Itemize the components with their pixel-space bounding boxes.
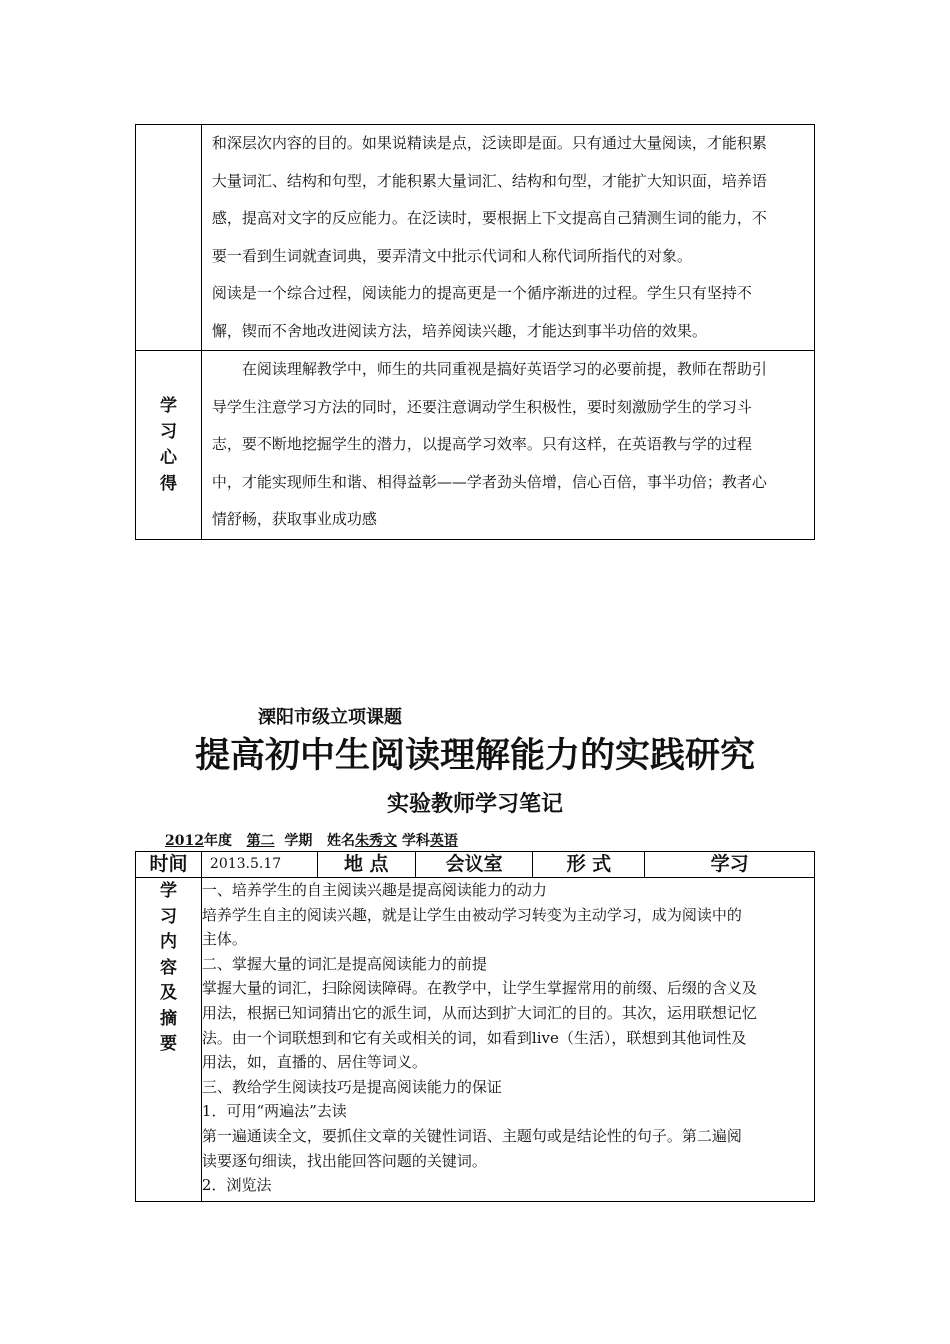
name-value: 朱秀文 [354, 833, 397, 849]
top-label-cell [136, 125, 202, 351]
summary-line: 第一遍通读全文，要抓住文章的关键性词语、主题句或是结论性的句子。第二遍阅 [201, 1126, 742, 1145]
content-summary [201, 878, 814, 1202]
year-label: 年度 [203, 833, 232, 849]
reflection-label: 学 习 心 得 [136, 351, 202, 540]
form-value: 学习 [645, 852, 815, 878]
year-value: 2012 [165, 833, 204, 849]
content-line: 阅读是一个综合过程，阅读能力的提高更是一个循序渐进的过程。学生只有坚持不 [211, 284, 752, 302]
info-line [165, 830, 458, 850]
subtitle: 实验教师学习笔记 [386, 792, 563, 817]
summary-line: 培养学生自主的阅读兴趣，就是让学生由被动学习转变为主动学习，成为阅读中的 [201, 905, 742, 924]
place-label: 地 点 [317, 852, 415, 878]
subject-value: 英语 [429, 833, 458, 849]
content-line: 感，提高对文字的反应能力。在泛读时，要根据上下文提高自己猜测生词的能力，不 [211, 209, 767, 227]
summary-line: 用法，根据已知词猜出它的派生词，从而达到扩大词汇的目的。其次，运用联想记忆 [201, 1003, 757, 1022]
summary-line: 1．可用“两遍法”去读 [201, 1102, 347, 1121]
content-label: 学 习 内 容 及 摘 要 [136, 878, 202, 1202]
reflection-line: 志，要不断地挖掘学生的潜力，以提高学习效率。只有这样，在英语教与学的过程 [211, 435, 752, 453]
summary-line: 读要逐句细读，找出能回答问题的关键词。 [201, 1151, 487, 1170]
summary-line: 三、教给学生阅读技巧是提高阅读能力的保证 [201, 1077, 502, 1096]
summary-line: 用法，如，直播的、居住等词义。 [201, 1053, 427, 1072]
summary-line: 2．浏览法 [201, 1176, 272, 1195]
study-notes-table [135, 851, 815, 1202]
time-value: 2013.5.17 [201, 852, 317, 878]
reflection-line: 导学生注意学习方法的同时，还要注意调动学生积极性，要时刻激励学生的学习斗 [211, 397, 752, 416]
reflection-line: 中，才能实现师生和谐、相得益彰——学者劲头倍增，信心百倍，事半功倍；教者心 [211, 472, 767, 491]
content-line: 大量词汇、结构和句型，才能积累大量词汇、结构和句型，才能扩大知识面，培养语 [211, 171, 767, 190]
subject-label: 学科 [401, 833, 430, 849]
top-notes-table [135, 124, 815, 540]
summary-line: 法。由一个词联想到和它有关或相关的词，如看到live（生活），联想到其他词性及 [201, 1028, 747, 1047]
reflection-line: 在阅读理解教学中，师生的共同重视是搞好英语学习的必要前提，教师在帮助引 [211, 360, 767, 378]
content-line: 要一看到生词就查词典，要弄清文中批示代词和人称代词所指代的对象。 [211, 246, 692, 265]
content-line: 懈，锲而不舍地改进阅读方法，培养阅读兴趣，才能达到事半功倍的效果。 [211, 321, 707, 340]
summary-line: 二、掌握大量的词汇是提高阅读能力的前提 [201, 954, 487, 973]
top-content-cell [201, 125, 814, 351]
summary-line: 一、培养学生的自主阅读兴趣是提高阅读能力的动力 [201, 881, 547, 899]
project-level: 溧阳市级立项课题 [258, 707, 402, 728]
term-label: 学期 [284, 833, 313, 849]
reflection-content [201, 351, 814, 540]
place-value: 会议室 [415, 852, 533, 878]
time-label: 时间 [136, 852, 202, 878]
content-line: 和深层次内容的目的。如果说精读是点，泛读即是面。只有通过大量阅读，才能积累 [211, 134, 767, 152]
summary-line: 掌握大量的词汇，扫除阅读障碍。在教学中，让学生掌握常用的前缀、后缀的含义及 [201, 979, 757, 998]
form-label: 形 式 [533, 852, 645, 878]
summary-line: 主体。 [201, 930, 247, 949]
reflection-line: 情舒畅，获取事业成功感 [211, 510, 377, 528]
term-value: 第二 [246, 833, 275, 849]
main-title: 提高初中生阅读理解能力的实践研究 [194, 736, 755, 776]
name-label: 姓名 [326, 833, 355, 849]
